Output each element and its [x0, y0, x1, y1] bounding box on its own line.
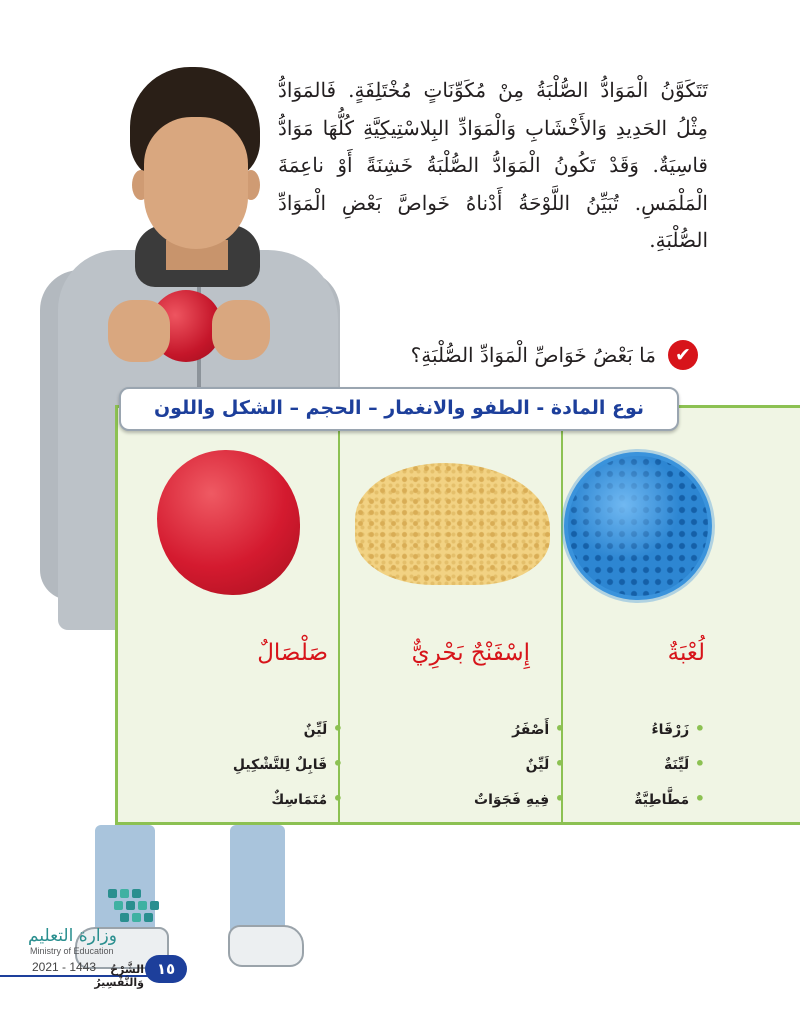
spiky-ball-image [568, 456, 708, 596]
intro-paragraph: تَتَكَوَّنُ الْمَوَادُّ الصُّلْبَةُ مِنْ مُكَوِّنَاتٍ مُخْتَلِفَةٍ. فَالمَوَادُّ مِثْلُ الحَدِيدِ وَالأَخْشَابِ وَالْمَوَادِّ البِلاسْتِيكِيَّةِ كُلُّهَا مَوَادُّ قاسِيَةٌ. وَقَدْ تَكُونُ الْمَوَادُّ الصُّلْبَةُ خَشِنَةً أَوْ ناعِمَةَ الْمَلْمَسِ. تُبَيِّنُ اللَّوْحَةُ أَدْناهُ خَواصَّ بَعْضِ الْمَوَادِّ الصُّلْبَةِ. [278, 78, 708, 252]
property-item: • فِيهِ فَجَوَاتٌ [405, 782, 565, 817]
clay-properties-list [183, 712, 343, 817]
item-title-toy: لُعْبَةٌ [667, 640, 705, 666]
property-item: • لَيِّنٌ [183, 712, 343, 747]
section-label: الشَّرْحُ وَالتَّفْسِيرُ [94, 963, 144, 989]
property-item: • قَابِلٌ لِلتَّشْكِيلِ [183, 747, 343, 782]
edition-year: 2021 - 1443 [32, 960, 97, 974]
ministry-name-arabic: وزارة التعليم [28, 926, 117, 946]
property-item: • لَيِّنَةٌ [545, 747, 705, 782]
property-item: • زَرْقَاءُ [545, 712, 705, 747]
property-item: • أَصْفَرُ [405, 712, 565, 747]
item-title-clay: صَلْصَالٌ [257, 640, 328, 666]
question-heading: مَا بَعْضُ خَوَاصِّ الْمَوَادِّ الصُّلْبَةِ؟ [410, 343, 656, 367]
table-header: نوع المادة - الطفو والانغمار – الحجم – الشكل واللون [153, 397, 645, 419]
sponge-properties-list [405, 712, 565, 817]
property-item: • مُتَمَاسِكٌ [183, 782, 343, 817]
item-title-sponge: إِسْفَنْجٌ بَحْرِيٌّ [411, 640, 530, 666]
page-number: ١٥ [145, 955, 187, 983]
property-item: • مَطَّاطِيَّةٌ [545, 782, 705, 817]
ministry-name-english: Ministry of Education [30, 946, 114, 956]
property-item: • لَيِّنٌ [405, 747, 565, 782]
toy-properties-list [545, 712, 705, 817]
check-icon: ✔ [668, 340, 698, 370]
